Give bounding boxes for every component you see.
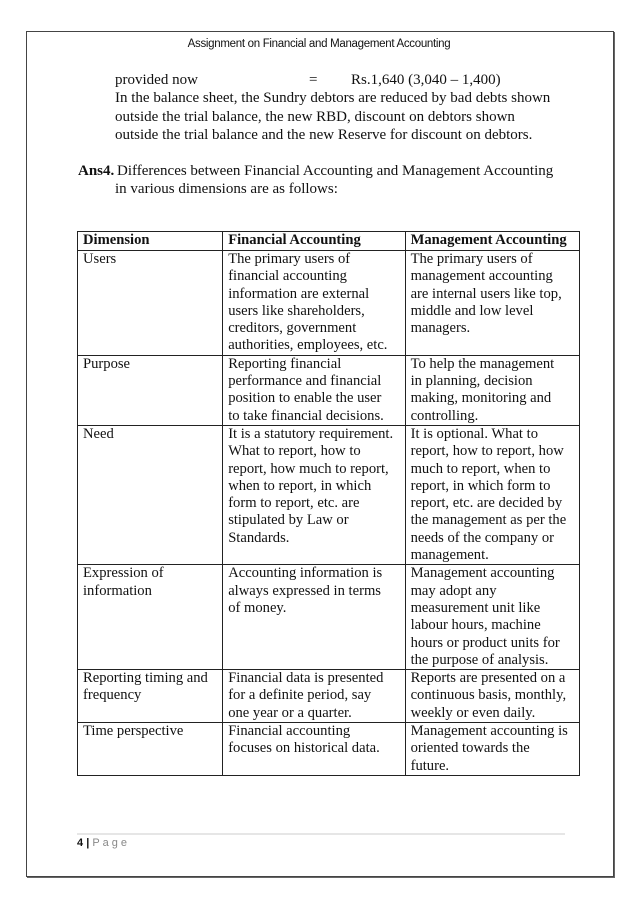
financial-cell [223, 355, 405, 425]
table-row [78, 251, 580, 356]
cell-line: report, how much to report, [228, 460, 389, 477]
management-cell [405, 355, 579, 425]
cell-line: when to report, in which [228, 477, 372, 494]
cell-line: may adopt any [410, 582, 497, 599]
cell-line: middle and low level [410, 302, 534, 319]
dimension-cell [78, 565, 223, 670]
cell-line: management accounting [410, 268, 553, 285]
cell-line: management. [410, 547, 489, 564]
cell-line: the management as per the [410, 512, 567, 529]
cell-line: report, in which form to [410, 477, 551, 494]
cell-line: continuous basis, monthly, [410, 687, 567, 704]
page-footer [77, 837, 130, 849]
intro-line: outside the trial balance, the new RBD, discount on debtors shown [115, 109, 515, 125]
cell-line: information are external [228, 285, 370, 302]
cell-line: are internal users like top, [410, 285, 562, 302]
cell-line: It is optional. What to [410, 425, 538, 442]
cell-line: for a definite period, say [228, 687, 372, 704]
intro-line1-right: Rs.1,640 (3,040 – 1,400) [351, 72, 501, 88]
cell-line: controlling. [410, 407, 479, 424]
management-cell [405, 670, 579, 723]
answer-line2: in various dimensions are as follows: [115, 181, 338, 197]
table-header-row [78, 232, 580, 251]
cell-line: weekly or even daily. [410, 704, 536, 721]
financial-cell [223, 723, 405, 776]
cell-line: in planning, decision [410, 373, 533, 390]
cell-line: Need [83, 425, 114, 442]
cell-line: financial accounting [228, 268, 347, 285]
table-row [78, 565, 580, 670]
intro-line1-left: provided now [115, 72, 198, 88]
cell-line: always expressed in terms [228, 582, 381, 599]
cell-line: one year or a quarter. [228, 704, 352, 721]
cell-line: position to enable the user [228, 390, 382, 407]
management-cell [405, 425, 579, 564]
cell-line: measurement unit like [410, 599, 541, 616]
cell-line: Management accounting [410, 565, 555, 582]
comparison-table [77, 231, 580, 776]
cell-line: Financial accounting [228, 723, 351, 740]
cell-line: labour hours, machine [410, 617, 541, 634]
cell-line: report, etc. are decided by [410, 495, 563, 512]
header-financial-accounting: Financial Accounting [223, 232, 405, 251]
cell-line: making, monitoring and [410, 390, 552, 407]
cell-line: stipulated by Law or [228, 512, 349, 529]
cell-line: Expression of [83, 565, 164, 582]
page-label: Page [92, 837, 131, 849]
cell-line: users like shareholders, [228, 302, 365, 319]
management-cell [405, 565, 579, 670]
table-row [78, 425, 580, 564]
page-number: 4 [77, 837, 84, 849]
cell-line: performance and financial [228, 373, 382, 390]
cell-line: frequency [83, 687, 142, 704]
table-row [78, 355, 580, 425]
management-cell [405, 723, 579, 776]
cell-line: To help the management [410, 355, 555, 372]
document-header: Assignment on Financial and Management Accounting [187, 38, 451, 50]
cell-line: the purpose of analysis. [410, 651, 549, 668]
cell-line: Users [83, 251, 117, 267]
table-row [78, 723, 580, 776]
intro-line1-equals: = [309, 72, 318, 88]
cell-line: focuses on historical data. [228, 740, 380, 757]
financial-cell [223, 251, 405, 356]
cell-line: of money. [228, 599, 287, 616]
cell-line: much to report, when to [410, 460, 551, 477]
cell-line: Financial data is presented [228, 670, 384, 687]
answer-line1: Differences between Financial Accounting and Management Accounting [117, 163, 554, 179]
answer-label: Ans4. [78, 163, 115, 179]
cell-line: future. [410, 757, 450, 774]
cell-line: Management accounting is [410, 723, 568, 740]
cell-line: managers. [410, 320, 471, 337]
cell-line: The primary users of [410, 251, 533, 267]
header-dimension: Dimension [78, 232, 223, 251]
financial-cell [223, 670, 405, 723]
dimension-cell [78, 355, 223, 425]
cell-line: Reports are presented on a [410, 670, 566, 687]
footer-separator: | [86, 837, 90, 849]
cell-line: needs of the company or [410, 529, 555, 546]
cell-line: It is a statutory requirement. [228, 425, 394, 442]
cell-line: The primary users of [228, 251, 351, 267]
header-management-accounting: Management Accounting [405, 232, 579, 251]
cell-line: form to report, etc. are [228, 495, 360, 512]
table-row [78, 670, 580, 723]
dimension-cell [78, 251, 223, 356]
intro-line: outside the trial balance and the new Reserve for discount on debtors. [115, 127, 533, 143]
management-cell [405, 251, 579, 356]
cell-line: to take financial decisions. [228, 407, 384, 424]
cell-line: What to report, how to [228, 443, 361, 460]
cell-line: Accounting information is [228, 565, 383, 582]
cell-line: Reporting timing and [83, 670, 208, 687]
cell-line: oriented towards the [410, 740, 530, 757]
dimension-cell [78, 670, 223, 723]
financial-cell [223, 565, 405, 670]
cell-line: creditors, government [228, 320, 357, 337]
cell-line: Reporting financial [228, 355, 342, 372]
financial-cell [223, 425, 405, 564]
intro-line: In the balance sheet, the Sundry debtors are reduced by bad debts shown [115, 90, 551, 106]
cell-line: authorities, employees, etc. [228, 337, 388, 354]
footer-divider [77, 833, 565, 835]
cell-line: information [83, 582, 152, 599]
dimension-cell [78, 425, 223, 564]
cell-line: report, how to report, how [410, 443, 564, 460]
dimension-cell [78, 723, 223, 776]
cell-line: hours or product units for [410, 634, 560, 651]
cell-line: Time perspective [83, 723, 184, 740]
cell-line: Standards. [228, 529, 290, 546]
cell-line: Purpose [83, 355, 131, 372]
